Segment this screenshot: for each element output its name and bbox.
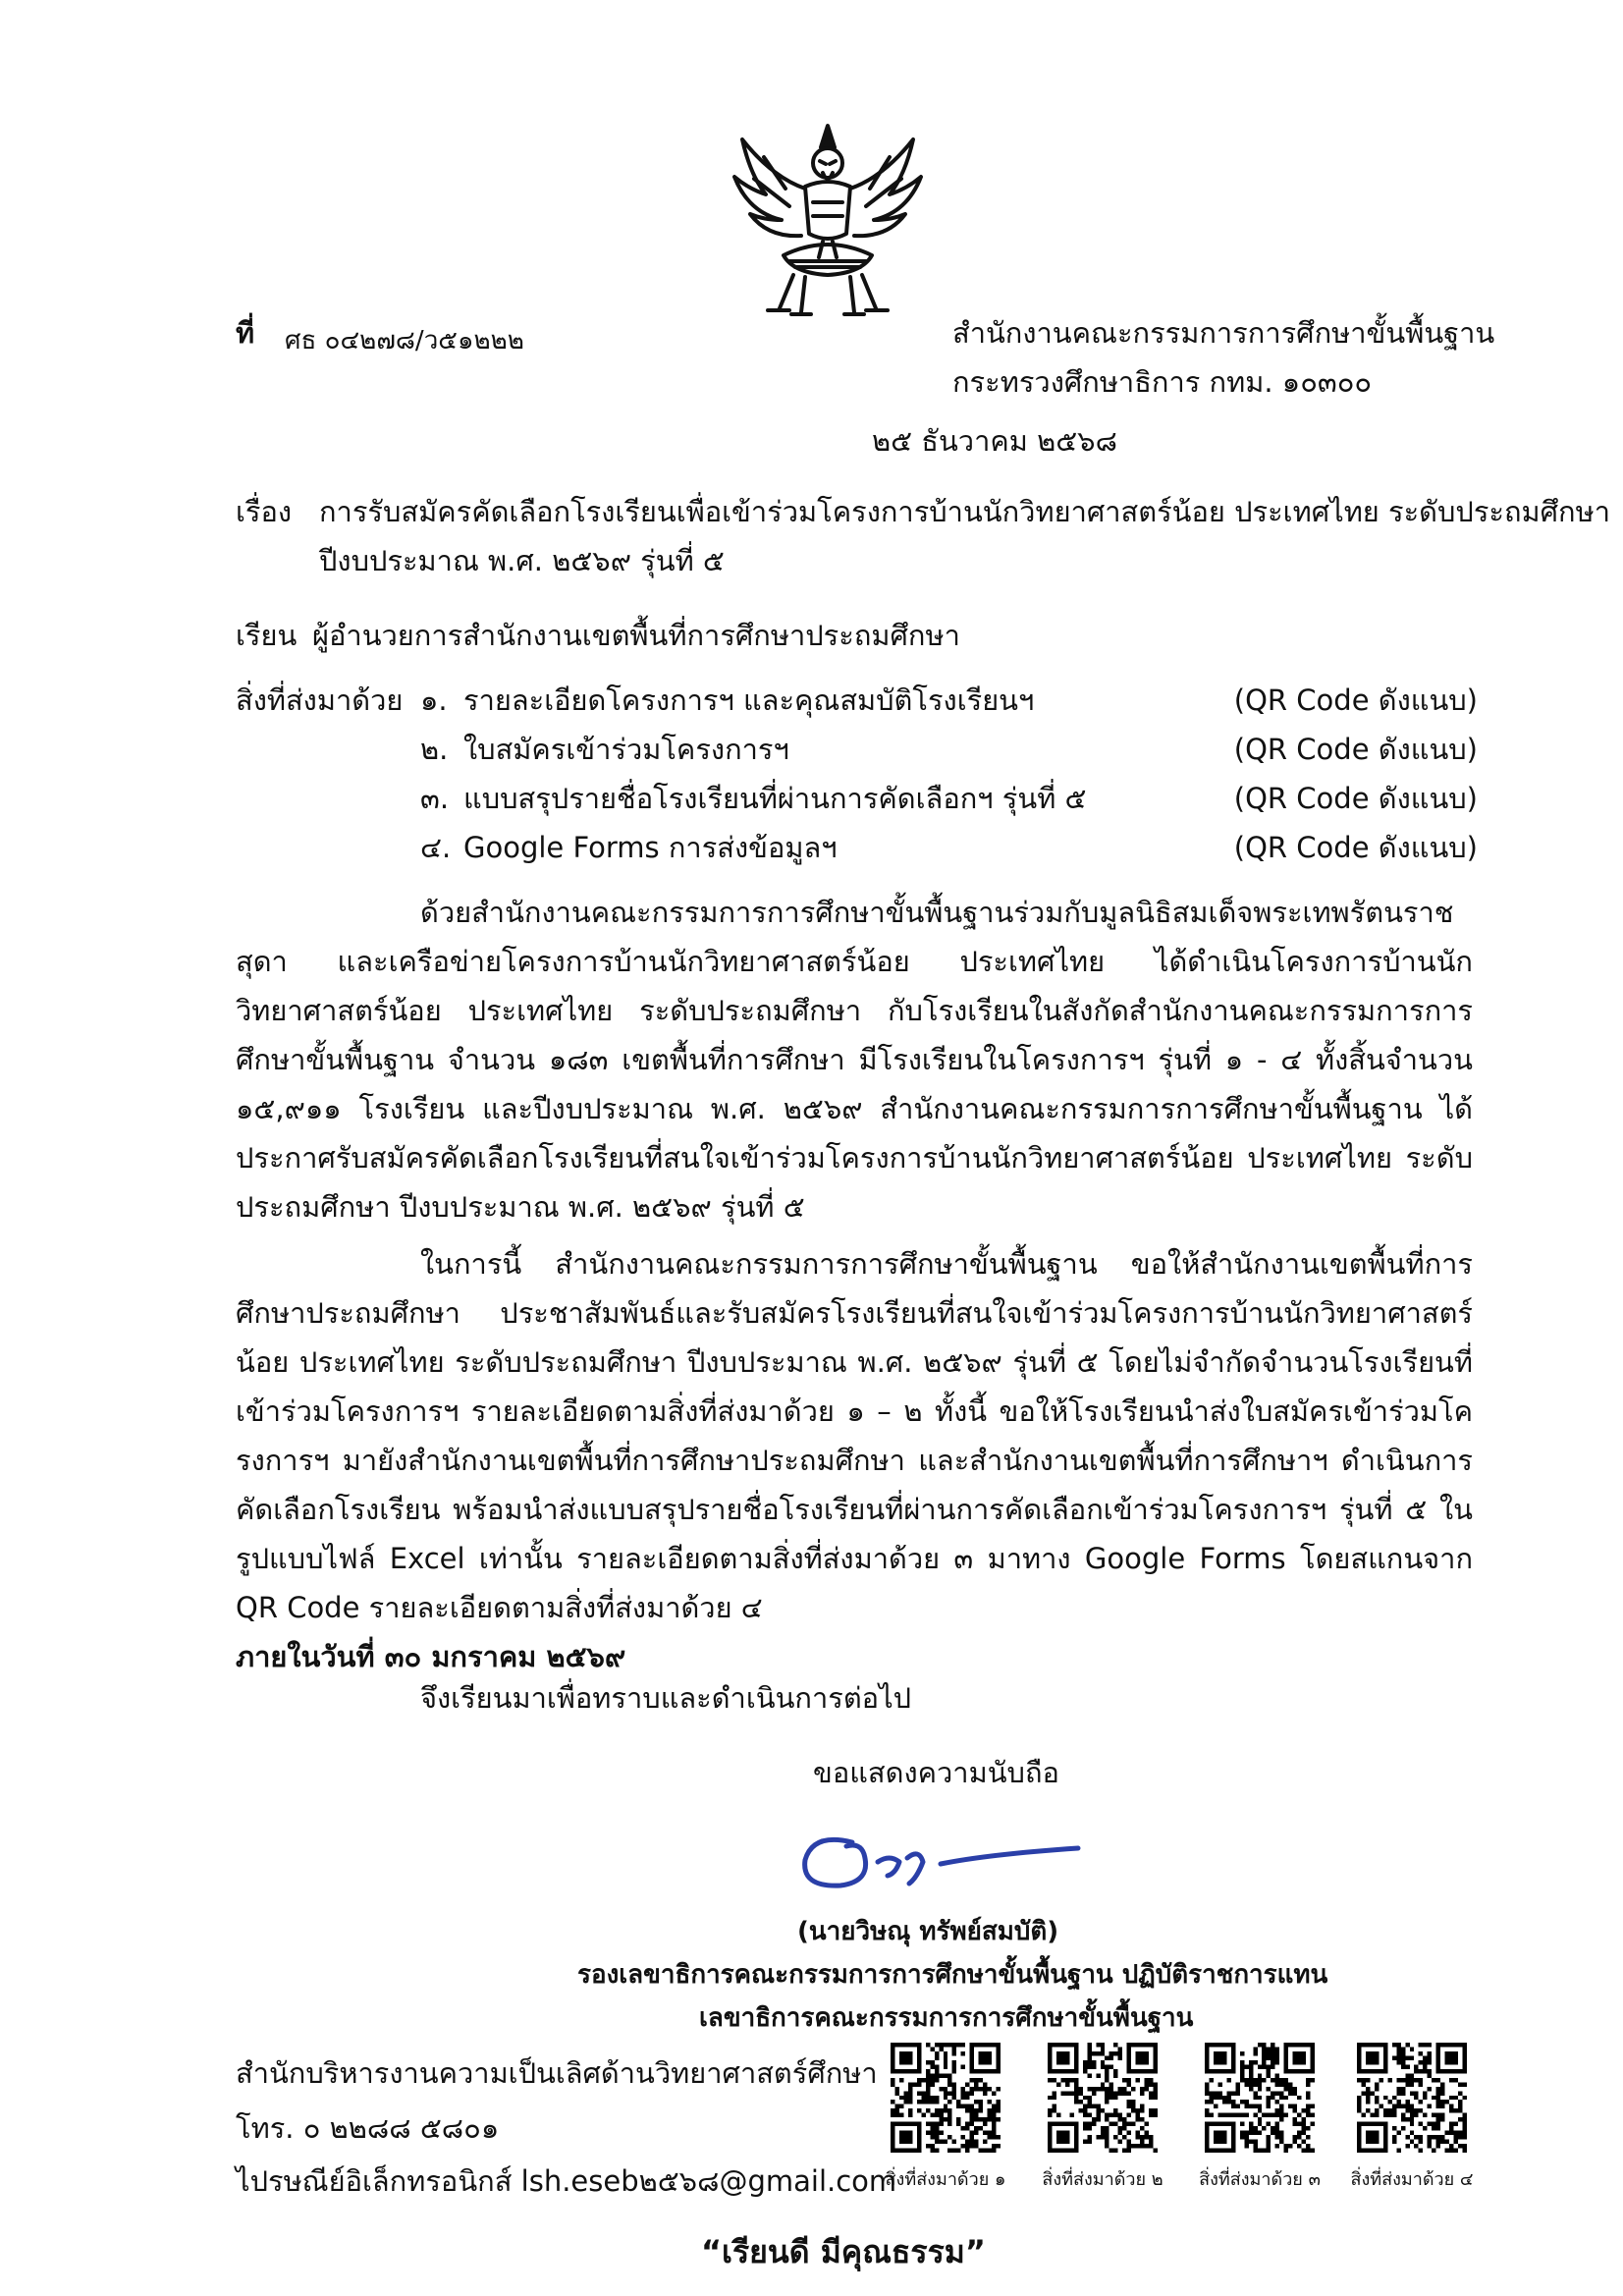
attachment-number: ๒. — [420, 733, 449, 766]
ref-number: ศธ ๐๔๒๗๘/ว๕๑๒๒๒ — [285, 326, 524, 355]
qr-code-item[interactable] — [1191, 2043, 1328, 2193]
attachment-item — [236, 676, 1478, 725]
paragraph-text: ด้วยสำนักงานคณะกรรมการการศึกษาขั้นพื้นฐานร่วมกับมูลนิธิสมเด็จพระเทพรัตนราชสุดา และเครือข่ายโครงการบ้านนักวิทยาศาสตร์น้อย ประเทศไทย ได้ดำเนินโครงการบ้านนักวิทยาศาสตร์น้อย ประเทศไทย ระดับประถมศึกษา กับโรงเรียนในสังกัดสำนักงานคณะกรรมการการศึกษาขั้นพื้นฐาน จำนวน ๑๘๓ เขตพื้นที่การศึกษา มีโรงเรียนในโครงการฯ รุ่นที่ ๑ - ๔ ทั้งสิ้นจำนวน ๑๕,๙๑๑ โรงเรียน และปีงบประมาณ พ.ศ. ๒๕๖๙ สำนักงานคณะกรรมการการศึกษาขั้นพื้นฐาน ได้ประกาศรับสมัครคัดเลือกโรงเรียนที่สนใจเข้าร่วมโครงการบ้านนักวิทยาศาสตร์น้อย ประเทศไทย ระดับประถมศึกษา ปีงบประมาณ พ.ศ. ๒๕๖๙ รุ่นที่ ๕ — [236, 896, 1473, 1224]
attachment-text: Google Forms การส่งข้อมูลฯ — [463, 831, 838, 864]
deadline-text: ภายในวันที่ ๓๐ มกราคม ๒๕๖๙ — [236, 1640, 626, 1673]
attachments-label: สิ่งที่ส่งมาด้วย — [236, 683, 404, 717]
ref-label: ที่ — [236, 316, 255, 350]
qr-caption: สิ่งที่ส่งมาด้วย ๒ — [1042, 2169, 1163, 2190]
attachment-item — [236, 774, 1478, 823]
attachment-note: (QR Code ดังแนบ) — [1233, 683, 1478, 717]
motto: “เรียนดี มีคุณธรรม” — [701, 2233, 986, 2270]
office-line1: สำนักงานคณะกรรมการการศึกษาขั้นพื้นฐาน — [952, 316, 1495, 350]
subject-line2: ปีงบประมาณ พ.ศ. ๒๕๖๙ รุ่นที่ ๕ — [319, 544, 725, 577]
qr-code-item[interactable] — [1034, 2043, 1171, 2193]
subject-label: เรื่อง — [236, 495, 293, 528]
attachment-number: ๓. — [420, 782, 450, 815]
attachment-text: รายละเอียดโครงการฯ และคุณสมบัติโรงเรียนฯ — [463, 683, 1035, 717]
body-paragraph-2 — [236, 1239, 1473, 1681]
attachment-item — [236, 725, 1478, 774]
qr-code-item[interactable] — [877, 2043, 1014, 2193]
closing-salutation: ขอแสดงความนับถือ — [813, 1756, 1059, 1789]
qr-code-icon[interactable] — [891, 2043, 1001, 2153]
attachment-text: แบบสรุปรายชื่อโรงเรียนที่ผ่านการคัดเลือกฯ รุ่นที่ ๕ — [463, 782, 1087, 815]
office-line2: กระทรวงศึกษาธิการ กทม. ๑๐๓๐๐ — [952, 365, 1373, 399]
footer-email: ไปรษณีย์อิเล็กทรอนิกส์ lsh.eseb๒๕๖๘@gmail.com — [236, 2164, 897, 2198]
paragraph-text: ในการนี้ สำนักงานคณะกรรมการการศึกษาขั้นพื้นฐาน ขอให้สำนักงานเขตพื้นที่การศึกษาประถมศึกษา ประชาสัมพันธ์และรับสมัครโรงเรียนที่สนใจเข้าร่วมโครงการบ้านนักวิทยาศาสตร์น้อย ประเทศไทย ระดับประถมศึกษา ปีงบประมาณ พ.ศ. ๒๕๖๙ รุ่นที่ ๕ โดยไม่จำกัดจำนวนโรงเรียนที่เข้าร่วมโครงการฯ รายละเอียดตามสิ่งที่ส่งมาด้วย ๑ – ๒ ทั้งนี้ ขอให้โรงเรียนนำส่งใบสมัครเข้าร่วมโครงการฯ มายังสำนักงานเขตพื้นที่การศึกษาประถมศึกษา และสำนักงานเขตพื้นที่การศึกษาฯ ดำเนินการคัดเลือกโรงเรียน พร้อมนำส่งแบบสรุปรายชื่อโรงเรียนที่ผ่านการคัดเลือกเข้าร่วมโครงการฯ รุ่นที่ ๕ ในรูปแบบไฟล์ Excel เท่านั้น รายละเอียดตามสิ่งที่ส่งมาด้วย ๓ มาทาง Google Forms โดยสแกนจาก QR Code รายละเอียดตามสิ่งที่ส่งมาด้วย ๔ — [236, 1247, 1473, 1624]
attachment-note: (QR Code ดังแนบ) — [1233, 831, 1478, 864]
qr-code-icon[interactable] — [1357, 2043, 1467, 2153]
attachment-number: ๔. — [420, 831, 452, 864]
qr-caption: สิ่งที่ส่งมาด้วย ๔ — [1350, 2169, 1474, 2190]
garuda-emblem — [725, 118, 931, 324]
recipient-label: เรียน — [236, 619, 298, 652]
footer-phone: โทร. ๐ ๒๒๘๘ ๕๘๐๑ — [236, 2111, 500, 2145]
signer-position-2: เลขาธิการคณะกรรมการการศึกษาขั้นพื้นฐาน — [699, 2003, 1194, 2033]
qr-code-icon[interactable] — [1205, 2043, 1315, 2153]
footer-department: สำนักบริหารงานความเป็นเลิศด้านวิทยาศาสตร์ศึกษา — [236, 2056, 878, 2090]
qr-caption: สิ่งที่ส่งมาด้วย ๓ — [1199, 2169, 1321, 2190]
letter-date: ๒๕ ธันวาคม ๒๕๖๘ — [872, 424, 1117, 458]
signer-position-1: รองเลขาธิการคณะกรรมการการศึกษาขั้นพื้นฐาน ปฏิบัติราชการแทน — [577, 1960, 1328, 1990]
qr-caption: สิ่งที่ส่งมาด้วย ๑ — [885, 2169, 1006, 2190]
qr-code-icon[interactable] — [1048, 2043, 1158, 2153]
attachment-item — [236, 823, 1478, 872]
signer-name: (นายวิษณุ ทรัพย์สมบัติ) — [797, 1917, 1059, 1946]
attachment-text: ใบสมัครเข้าร่วมโครงการฯ — [463, 733, 789, 766]
qr-code-item[interactable] — [1343, 2043, 1481, 2193]
attachment-number: ๑. — [420, 683, 448, 717]
attachment-note: (QR Code ดังแนบ) — [1233, 782, 1478, 815]
recipient-text: ผู้อำนวยการสำนักงานเขตพื้นที่การศึกษาประถมศึกษา — [312, 619, 960, 652]
subject-line1: การรับสมัครคัดเลือกโรงเรียนเพื่อเข้าร่วมโครงการบ้านนักวิทยาศาสตร์น้อย ประเทศไทย ระดับประถมศึกษา — [319, 495, 1611, 528]
handwritten-signature — [793, 1803, 1088, 1911]
closing-sentence: จึงเรียนมาเพื่อทราบและดำเนินการต่อไป — [420, 1681, 912, 1715]
attachment-note: (QR Code ดังแนบ) — [1233, 733, 1478, 766]
body-paragraph-1 — [236, 888, 1473, 1231]
